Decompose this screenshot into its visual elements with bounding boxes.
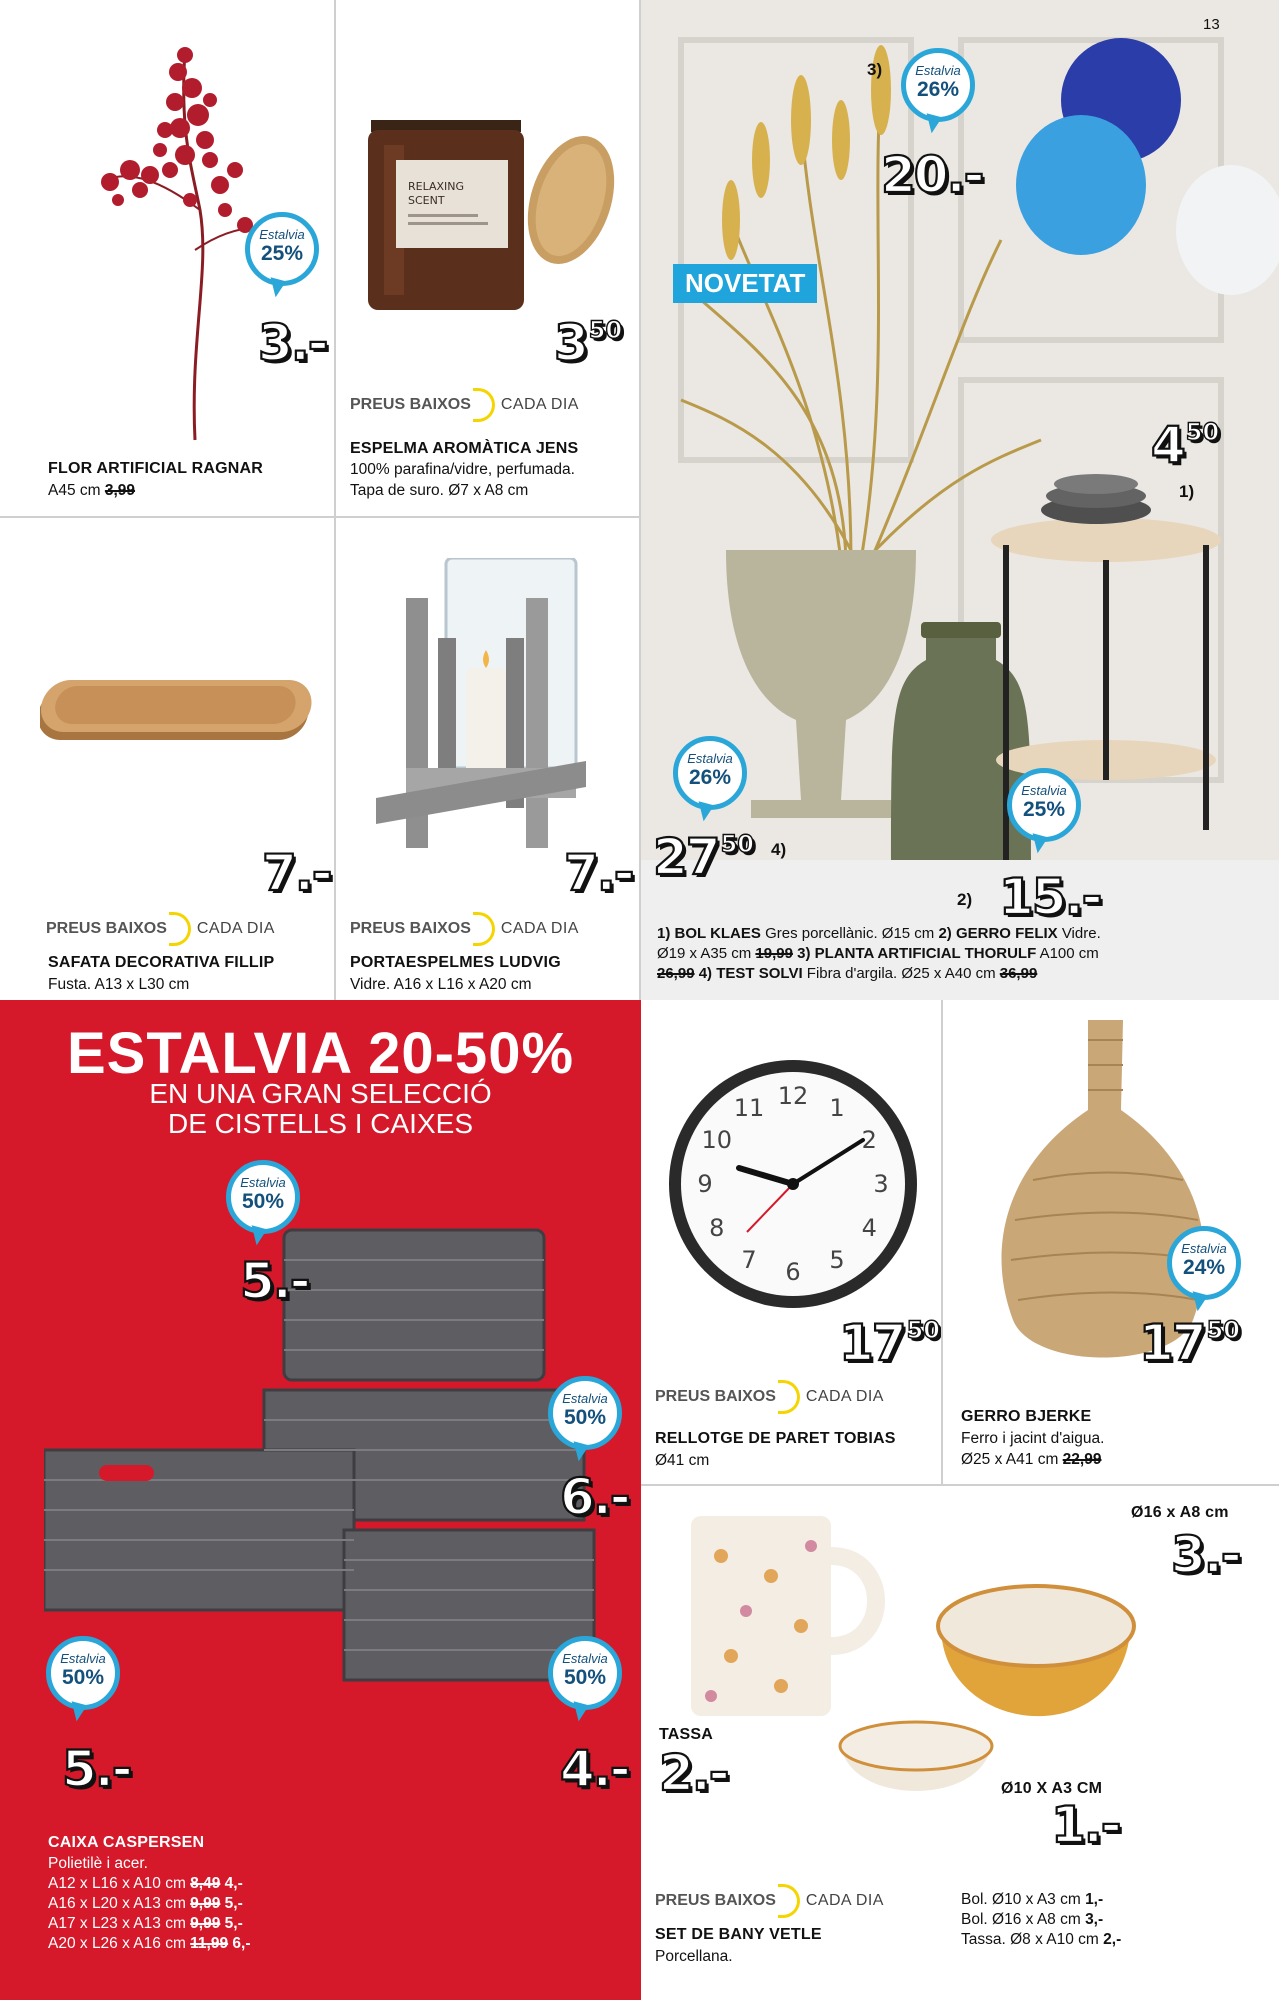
price-row: Tassa. Ø8 x A10 cm 2,-	[961, 1931, 1122, 1948]
clock-numeral: 6	[785, 1258, 801, 1286]
size-big-label: Ø16 x A8 cm	[1131, 1504, 1229, 1521]
clock-numeral: 9	[697, 1170, 713, 1198]
save-badge-b: Estalvia 50%	[548, 1376, 622, 1450]
candle-jar-image	[356, 90, 626, 320]
preus-baixos-logo: PREUS BAIXOS CADA DIA	[655, 1884, 884, 1918]
product-gerro	[943, 1000, 1279, 1486]
product-title: SAFATA DECORATIVA FILLIP	[48, 954, 275, 971]
novetat-tag: NOVETAT	[673, 264, 817, 303]
clock-numeral: 2	[861, 1126, 877, 1154]
label-4: 4)	[771, 840, 787, 859]
price-1: $4^{50}$	[1151, 416, 1220, 474]
promo-sub-2: DE CISTELLS I CAIXES	[168, 1108, 473, 1139]
save-badge: Estalvia 24%	[1167, 1226, 1241, 1300]
label-3: 3)	[867, 60, 883, 79]
product-desc-2: Tapa de suro. Ø7 x A8 cm	[350, 482, 529, 499]
save-badge-2: Estalvia 25%	[1007, 768, 1081, 842]
price-row: Bol. Ø16 x A8 cm 3,-	[961, 1911, 1104, 1928]
promo-baskets	[0, 1000, 641, 2000]
price-list	[961, 1890, 1121, 1950]
wooden-tray-image	[40, 658, 330, 758]
clock-numeral: 7	[741, 1246, 757, 1275]
price-basket-b: 6.-	[560, 1468, 629, 1526]
product-desc-2: Ø25 x A41 cm 22,99	[961, 1451, 1102, 1468]
old-price: 3,99	[104, 482, 136, 499]
preus-baixos-logo: PREUS BAIXOS CADA DIA	[655, 1380, 884, 1414]
size-list	[48, 1874, 251, 1954]
price-portaespelmes: 7.-	[564, 844, 633, 902]
product-title: GERRO BJERKE	[961, 1408, 1092, 1425]
price-rellotge: $17^{50}$	[839, 1314, 940, 1372]
size-row: A20 x L26 x A16 cm 11,99 6,-	[48, 1935, 251, 1952]
page-number: 13	[1203, 16, 1220, 33]
size-row: A16 x L20 x A13 cm 9,99 5,-	[48, 1895, 243, 1912]
product-safata	[0, 518, 336, 1000]
jar-label-2: SCENT	[408, 194, 445, 207]
product-espelma	[336, 0, 641, 518]
hero-scene	[641, 0, 1279, 1000]
product-desc: Vidre. A16 x L16 x A20 cm	[350, 976, 532, 993]
preus-baixos-logo: PREUS BAIXOS CADA DIA	[350, 912, 579, 946]
price-espelma: $3^{50}$	[554, 314, 623, 372]
product-desc: Polietilè i acer.	[48, 1855, 148, 1872]
label-2: 2)	[957, 890, 973, 909]
price-3: 20.-	[881, 146, 983, 204]
candle-holder-image	[376, 558, 596, 878]
save-badge-3: Estalvia 26%	[901, 48, 975, 122]
product-desc: Ø41 cm	[655, 1452, 710, 1469]
preus-baixos-logo: PREUS BAIXOS CADA DIA	[46, 912, 275, 946]
price-gerro: $17^{50}$	[1139, 1314, 1240, 1372]
product-vetle	[641, 1486, 1279, 2000]
price-basket-c: 5.-	[62, 1740, 131, 1798]
price-big-bowl: 3.-	[1171, 1526, 1240, 1584]
product-rellotge	[641, 1000, 943, 1486]
product-flor	[0, 0, 336, 518]
price-basket-a: 5.-	[240, 1252, 309, 1310]
product-portaespelmes	[336, 518, 641, 1000]
product-title: ESPELMA AROMÀTICA JENS	[350, 440, 579, 457]
product-title: FLOR ARTIFICIAL RAGNAR	[48, 460, 264, 477]
clock-numeral: 5	[829, 1246, 845, 1275]
price-4: $27^{50}$	[653, 828, 754, 886]
save-badge: Estalvia 25%	[245, 212, 319, 286]
wall-clock-image	[663, 1054, 923, 1314]
clock-numeral: 12	[777, 1082, 809, 1110]
save-badge-c: Estalvia 50%	[46, 1636, 120, 1710]
clock-numeral: 3	[873, 1170, 889, 1198]
jar-label: RELAXING	[408, 180, 465, 193]
price-tassa: 2.-	[659, 1744, 728, 1802]
label-1: 1)	[1179, 482, 1195, 501]
save-badge-4: Estalvia 26%	[673, 736, 747, 810]
size-row: A12 x L16 x A10 cm 8,49 4,-	[48, 1875, 243, 1892]
clock-numeral: 4	[861, 1214, 877, 1242]
price-flor: 3.-	[258, 314, 327, 372]
clock-numeral: 1	[829, 1093, 845, 1122]
product-title: SET DE BANY VETLE	[655, 1926, 822, 1943]
product-desc: A45 cm 3,99	[48, 482, 136, 499]
save-badge-a: Estalvia 50%	[226, 1160, 300, 1234]
product-desc: Ferro i jacint d'aigua.	[961, 1430, 1105, 1447]
product-desc: Fusta. A13 x L30 cm	[48, 976, 190, 993]
product-title: PORTAESPELMES LUDVIG	[350, 954, 561, 971]
product-title: CAIXA CASPERSEN	[48, 1834, 205, 1851]
product-desc: 100% parafina/vidre, perfumada.	[350, 461, 575, 478]
clock-numeral: 8	[709, 1214, 725, 1242]
baskets-image	[44, 1220, 604, 1690]
clock-numeral: 10	[701, 1126, 733, 1154]
preus-baixos-logo: PREUS BAIXOS CADA DIA	[350, 388, 579, 422]
price-2: 15.-	[999, 868, 1101, 926]
tassa-label: TASSA	[659, 1726, 714, 1743]
hero-caption: 1) BOL KLAES Gres porcellànic. Ø15 cm 2) GERRO FELIX Vidre. Ø19 x A35 cm 19,99 3) PLANTA ARTIFICIAL THORULF A100 cm 26,99 4) TEST SOLVI Fibra d'argila. Ø25 x A40 cm 36,99	[657, 925, 1101, 982]
size-row: A17 x L23 x A13 cm 9,99 5,-	[48, 1915, 243, 1932]
product-title: RELLOTGE DE PARET TOBIAS	[655, 1430, 896, 1447]
size-small-label: Ø10 X A3 CM	[1001, 1780, 1103, 1797]
price-small-bowl: 1.-	[1051, 1796, 1120, 1854]
clock-numeral: 11	[733, 1093, 765, 1122]
product-desc: Porcellana.	[655, 1948, 733, 1965]
price-row: Bol. Ø10 x A3 cm 1,-	[961, 1891, 1104, 1908]
promo-sub-1: EN UNA GRAN SELECCIÓ	[149, 1078, 492, 1109]
promo-headline: ESTALVIA 20-50%	[66, 1021, 575, 1086]
save-badge-d: Estalvia 50%	[548, 1636, 622, 1710]
price-safata: 7.-	[262, 844, 331, 902]
price-basket-d: 4.-	[560, 1740, 629, 1798]
tableware-image	[681, 1516, 1241, 1816]
